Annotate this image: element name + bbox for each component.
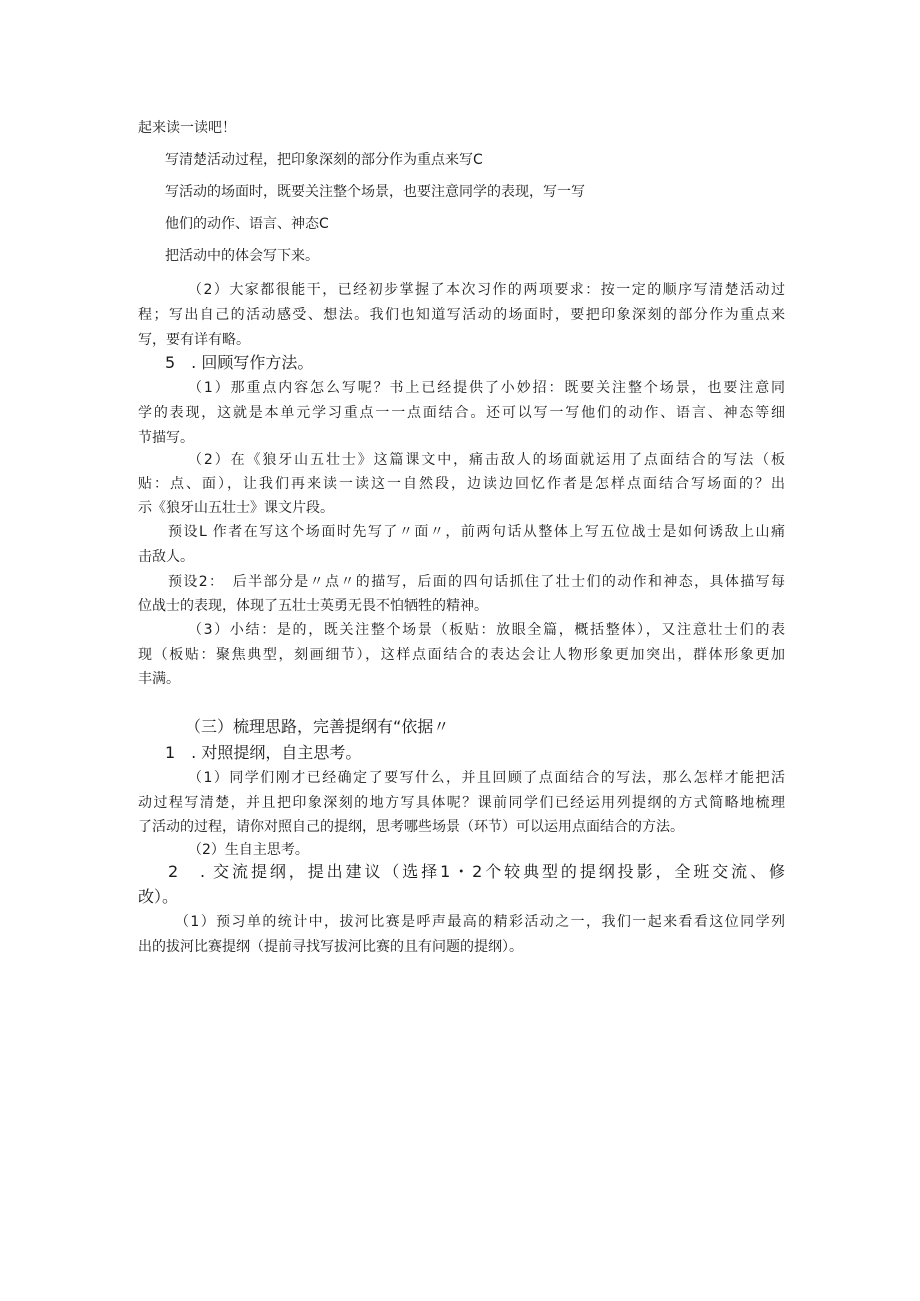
text-line: （2）生自主思考。 — [188, 842, 309, 858]
text-line: 预设L 作者在写这个场面时先写了〃面〃，前两句话从整体上写五位战士是如何诱敌上山痛 — [168, 524, 785, 540]
text-line: （2）大家都很能干，已经初步掌握了本次习作的两项要求：按一定的顺序写清楚活动过 — [188, 282, 785, 298]
text-line: 写清楚活动过程，把印象深刻的部分作为重点来写C — [165, 152, 483, 168]
text-line: 动过程写清楚，并且把印象深刻的地方写具体呢？课前同学们已经运用列提纲的方式简略地梳理 — [138, 795, 785, 811]
text-line: （1）同学们刚才已经确定了要写什么，并且回顾了点面结合的写法，那么怎样才能把活 — [188, 770, 785, 786]
text-line: 贴：点、面），让我们再来读一读这一自然段，边读边回忆作者是怎样点面结合写场面的？出 — [138, 476, 785, 492]
text-line: 把活动中的体会写下来。 — [165, 248, 319, 264]
section-heading: 2 . 交流提纲，提出建议（选择1・2个较典型的提纲投影，全班交流、修 — [168, 862, 785, 881]
text-line: 节描写。 — [138, 430, 194, 446]
section-heading: 1 . 对照提纲，自主思考。 — [165, 743, 362, 762]
text-line: （2）在《狼牙山五壮士》这篇课文中，痛击敌人的场面就运用了点面结合的写法（板 — [188, 452, 785, 468]
text-line: 现（板贴：聚焦典型，刻画细节），这样点面结合的表达会让人物形象更加突出，群体形象更加 — [138, 647, 785, 663]
text-line: 他们的动作、语言、神态C — [165, 216, 329, 232]
text-line: （1）那重点内容怎么写呢？书上已经提供了小妙招：既要关注整个场景，也要注意同 — [188, 380, 785, 396]
text-line: 写活动的场面时，既要关注整个场景，也要注意同学的表现，写一写 — [165, 184, 585, 200]
text-line: 击敌人。 — [138, 549, 194, 565]
text-line: 了活动的过程，请你对照自己的提纲，思考哪些场景（环节）可以运用点面结合的方法。 — [138, 819, 684, 835]
text-line: 学的表现，这就是本单元学习重点一一点面结合。还可以写一写他们的动作、语言、神态等细 — [138, 405, 785, 421]
text-line: 程；写出自己的活动感受、想法。我们也知道写活动的场面时，要把印象深刻的部分作为重点来 — [138, 307, 785, 323]
text-line: 出的拔河比赛提纲（提前寻找写拔河比赛的且有问题的提纲）。 — [138, 939, 523, 955]
text-line: （3）小结：是的，既关注整个场景（板贴：放眼全篇，概括整体），又注意壮士们的表 — [188, 622, 785, 638]
section-heading: 5 . 回顾写作方法。 — [165, 353, 314, 372]
text-line: 写，要有详有略。 — [138, 332, 250, 348]
text-line: （1）预习单的统计中，拔河比赛是呼声最高的精彩活动之一，我们一起来看看这位同学列 — [175, 914, 785, 930]
text-line: 预设2： 后半部分是〃点〃的描写，后面的四句话抓住了壮士们的动作和神态，具体描写每 — [168, 574, 785, 590]
text-line: 丰满。 — [138, 671, 180, 687]
section-heading: （三）梳理思路，完善提纲有“依据〃 — [185, 717, 450, 736]
text-line: 起来读一读吧！ — [138, 120, 236, 136]
section-heading: 改）。 — [138, 887, 179, 906]
text-line: 示《狼牙山五壮士》课文片段。 — [138, 500, 334, 516]
text-line: 位战士的表现，体现了五壮士英勇无畏不怕牺牲的精神。 — [138, 598, 488, 614]
